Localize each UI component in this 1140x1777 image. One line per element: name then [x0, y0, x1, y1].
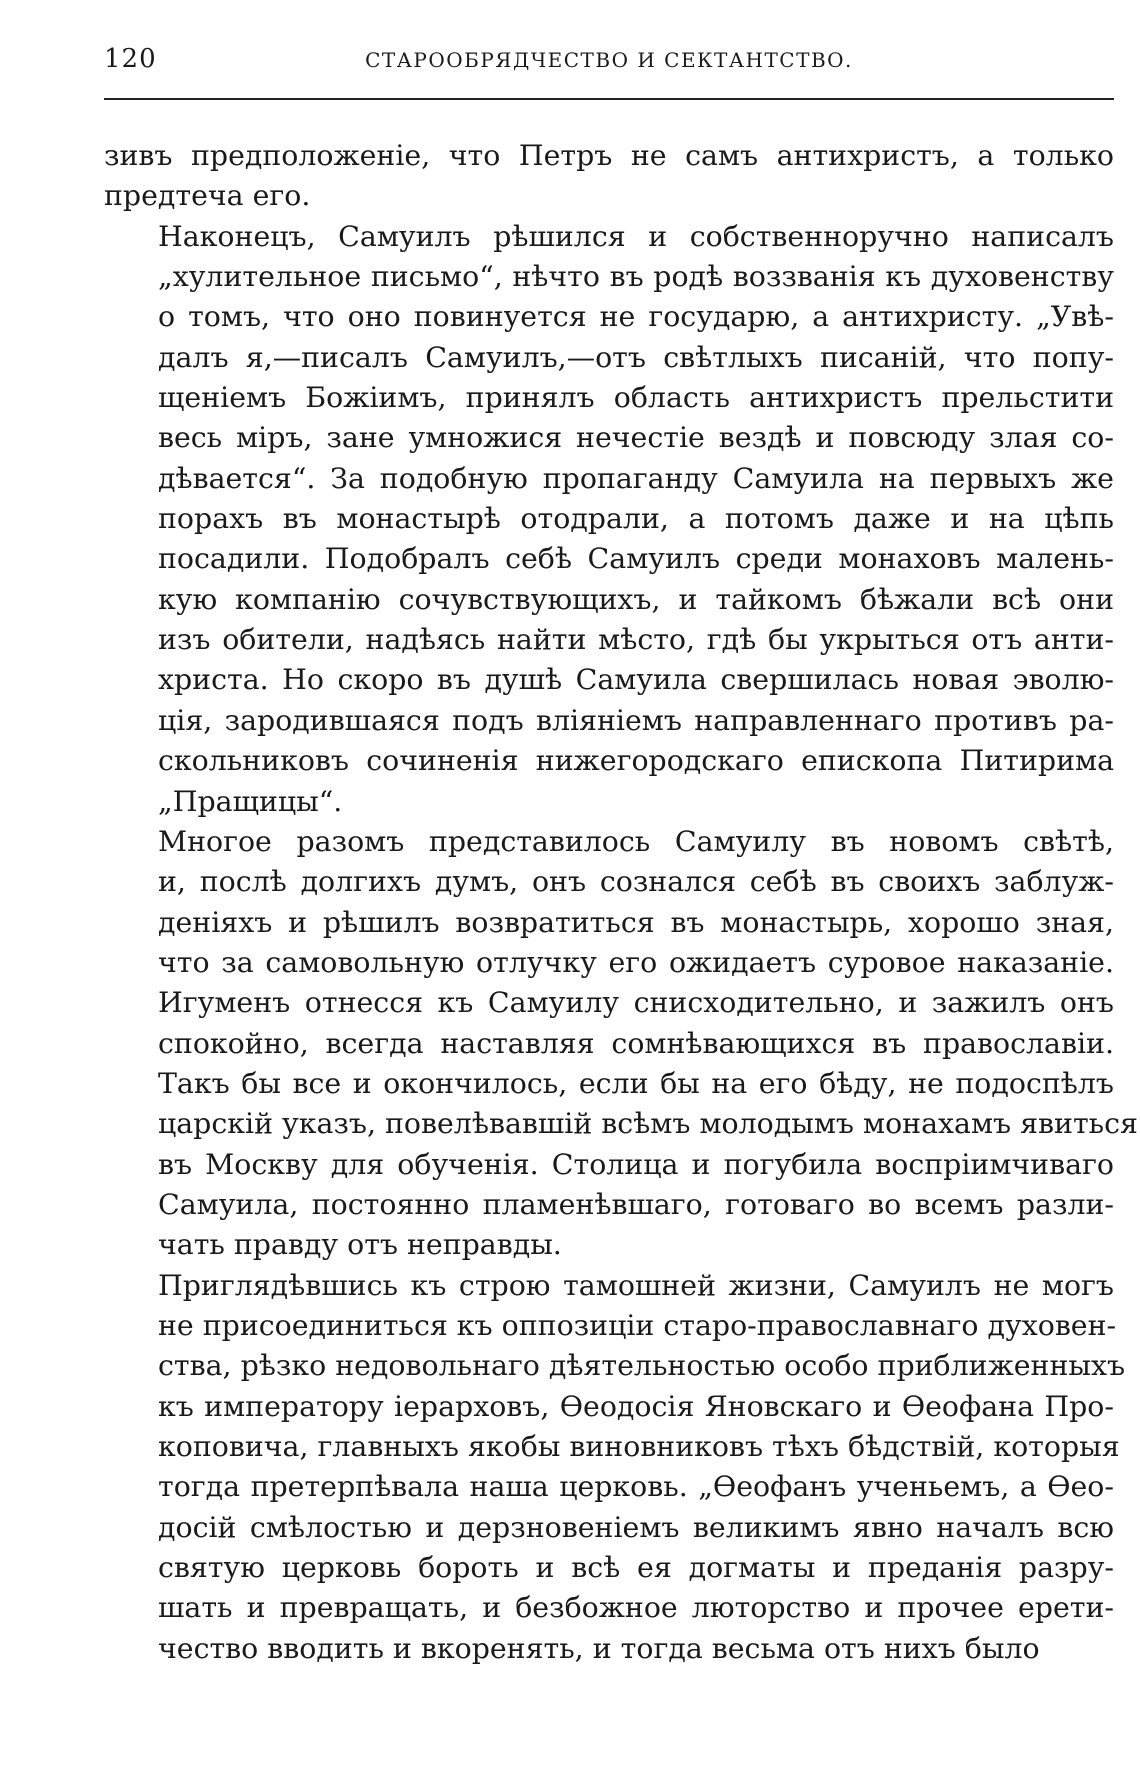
- text-line: коповича, главныхъ якобы виновниковъ тѣхъ бѣдствій, которыя: [158, 1430, 1120, 1463]
- body-text: [104, 136, 1138, 1669]
- text-line: чество вводить и вкоренять, и тогда весьма отъ нихъ было: [158, 1631, 1040, 1665]
- text-line: далъ я,—писалъ Самуилъ,—отъ свѣтлыхъ писаній, что попу-: [158, 340, 1114, 374]
- text-line: ства, рѣзко недовольнаго дѣятельностью особо приближенныхъ: [158, 1349, 1126, 1383]
- text-line: Такъ бы все и окончилось, если бы на его бѣду, не подоспѣлъ: [158, 1066, 1114, 1100]
- text-line: царскій указъ, повелѣвавшій всѣмъ молодымъ монахамъ явиться: [158, 1107, 1138, 1141]
- text-line: кую компанію сочувствующихъ, и тайкомъ бѣжали всѣ они: [158, 582, 1114, 616]
- text-line: святую церковь бороть и всѣ ея догматы и преданія разру-: [158, 1551, 1114, 1585]
- book-page: [104, 44, 1138, 1669]
- text-line: ція, зародившаяся подъ вліяніемъ направленнаго противъ ра-: [158, 703, 1114, 737]
- paragraph: [104, 217, 1114, 822]
- header-rule: [104, 98, 1114, 100]
- paragraph: [104, 822, 1138, 1266]
- page-header: [104, 44, 1114, 94]
- text-line: Многое разомъ представилось Самуилу въ новомъ свѣтѣ,: [158, 824, 1114, 858]
- text-line: чать правду отъ неправды.: [158, 1228, 562, 1262]
- text-line: Самуила, постоянно пламенѣвшаго, готоваго во всемъ разли-: [158, 1187, 1114, 1221]
- text-line: къ императору іерарховъ, Ѳеодосія Яновскаго и Ѳеофана Про-: [158, 1389, 1114, 1423]
- paragraph: [104, 136, 1114, 217]
- text-line: „хулительное письмо“, нѣчто въ родѣ воззванія къ духовенству: [158, 260, 1114, 294]
- text-line: досій смѣлостью и дерзновеніемъ великимъ явно началъ всю: [158, 1510, 1114, 1544]
- running-head: СТАРООБРЯДЧЕСТВО И СЕКТАНТСТВО.: [365, 48, 853, 72]
- text-line: тогда претерпѣвала наша церковь. „Ѳеофанъ ученьемъ, а Ѳео-: [158, 1470, 1114, 1504]
- text-line: деніяхъ и рѣшилъ возвратиться въ монастырь, хорошо зная,: [158, 905, 1114, 939]
- text-line: зивъ предположеніе, что Петръ не самъ антихристъ, а только: [104, 139, 1114, 172]
- text-line: о томъ, что оно повинуется не государю, а антихристу. „Увѣ-: [158, 300, 1114, 334]
- text-line: порахъ въ монастырѣ отодрали, а потомъ даже и на цѣпь: [158, 502, 1114, 536]
- page-number: 120: [104, 44, 157, 74]
- text-line: что за самовольную отлучку его ожидаетъ суровое наказаніе.: [158, 945, 1114, 979]
- text-line: спокойно, всегда наставляя сомнѣвающихся въ православіи.: [158, 1026, 1114, 1060]
- text-line: не присоединиться къ оппозиціи старо-православнаго духовен-: [158, 1308, 1117, 1342]
- text-line: изъ обители, надѣясь найти мѣсто, гдѣ бы укрыться отъ анти-: [158, 623, 1114, 657]
- text-line: щеніемъ Божіимъ, принялъ область антихристъ прельстити: [158, 381, 1114, 415]
- text-line: въ Москву для обученія. Столица и погубила воспріимчиваго: [158, 1147, 1114, 1181]
- text-line: Наконецъ, Самуилъ рѣшился и собственноручно написалъ: [158, 219, 1114, 253]
- text-line: предтеча его.: [104, 179, 311, 213]
- text-line: скольниковъ сочиненія нижегородскаго епископа Питирима: [158, 744, 1114, 778]
- text-line: и, послѣ долгихъ думъ, онъ сознался себѣ въ своихъ заблуж-: [158, 865, 1114, 899]
- text-line: шать и превращать, и безбожное люторство и прочее ерети-: [158, 1591, 1114, 1625]
- text-line: христа. Но скоро въ душѣ Самуила свершилась новая эволю-: [158, 663, 1114, 697]
- paragraph: [104, 1266, 1126, 1669]
- text-line: посадили. Подобралъ себѣ Самуилъ среди монаховъ малень-: [158, 542, 1114, 576]
- text-line: Приглядѣвшись къ строю тамошней жизни, Самуилъ не могъ: [158, 1268, 1114, 1302]
- text-line: Игуменъ отнесся къ Самуилу снисходительно, и зажилъ онъ: [158, 986, 1114, 1020]
- text-line: дѣвается“. За подобную пропаганду Самуила на первыхъ же: [158, 461, 1114, 495]
- text-line: „Пращицы“.: [158, 784, 343, 818]
- text-line: весь міръ, зане умножися нечестіе вездѣ и повсюду злая со-: [158, 421, 1114, 455]
